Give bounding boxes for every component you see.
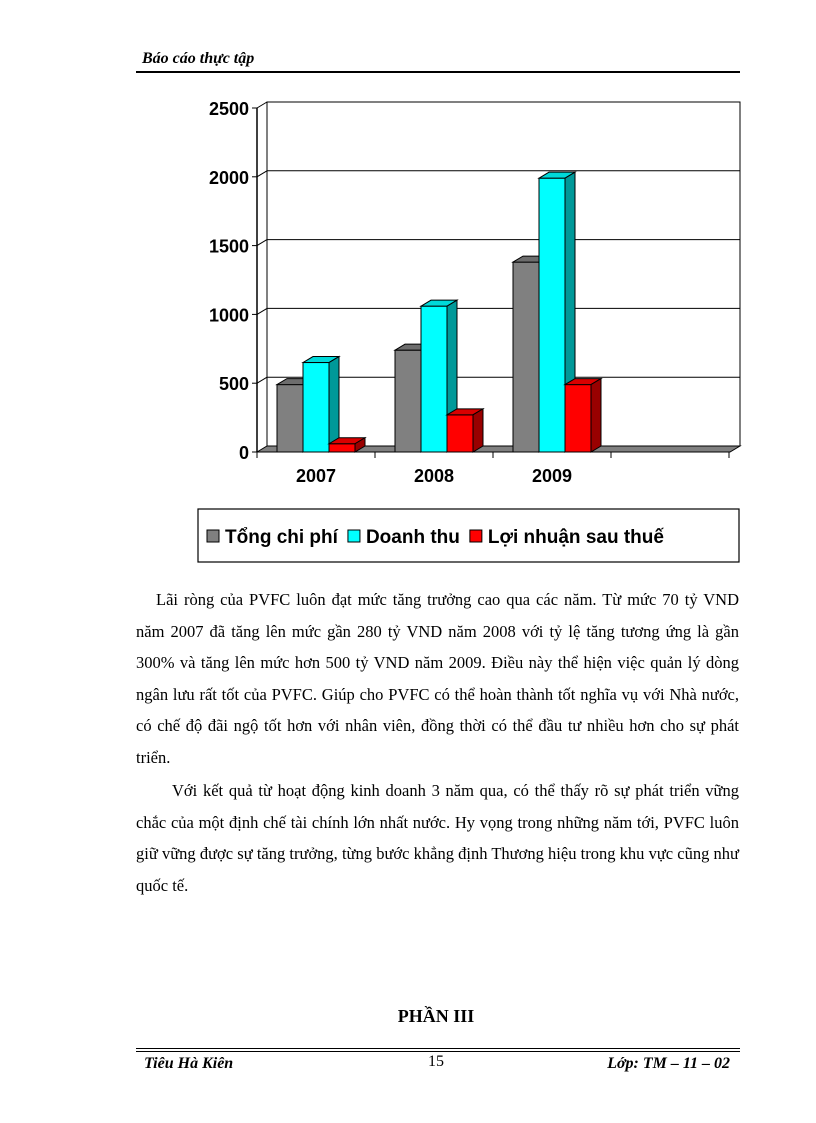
gridline-depth	[257, 102, 267, 108]
gridline-depth	[257, 171, 267, 177]
bar	[329, 444, 355, 452]
section-title: PHẦN III	[397, 1006, 475, 1026]
gridline-depth	[257, 377, 267, 383]
footer-rule	[136, 1048, 740, 1049]
y-tick-label: 1500	[208, 236, 249, 257]
bar	[539, 178, 565, 452]
bar	[303, 363, 329, 452]
y-tick-label: 2500	[208, 99, 249, 119]
bar-side	[473, 409, 483, 452]
legend-swatch	[470, 530, 482, 542]
bar	[513, 262, 539, 452]
y-tick-label: 500	[218, 374, 249, 395]
paragraph-net-profit: Lãi ròng của PVFC luôn đạt mức tăng trưởng cao qua các năm. Từ mức 70 tỷ VND năm 2007 đã tăng lên mức gần 280 tỷ VND năm 2008 với tỷ lệ tăng tương ứng là gần 300% và tăng lên mức hơn 500 tỷ VND năm 2009. Điều này thể hiện việc quản lý dòng ngân lưu rất tốt của PVFC. Giúp cho PVFC có thể hoàn thành tốt nghĩa vụ với Nhà nước, có chế độ đãi ngộ tốt hơn với nhân viên, đồng thời có thể đầu tư nhiều hơn cho sự phát triển.	[136, 590, 739, 767]
x-tick-label: 2007	[295, 466, 337, 486]
legend-label: Tổng chi phí	[225, 527, 338, 548]
x-tick-label: 2009	[531, 466, 573, 486]
legend-label: Doanh thu	[365, 527, 460, 548]
header-title: Báo cáo thực tập	[142, 50, 255, 67]
bar-side	[591, 379, 601, 452]
page-number: 15	[428, 1053, 444, 1070]
gridline-depth	[257, 240, 267, 246]
x-tick-label: 2008	[413, 466, 455, 486]
bar	[565, 385, 591, 452]
bar	[395, 350, 421, 452]
bar	[277, 385, 303, 452]
paragraph-conclusion: Với kết quả từ hoạt động kinh doanh 3 năm qua, có thể thấy rõ sự phát triển vững chắc của một định chế tài chính lớn nhất nước. Hy vọng trong những năm tới, PVFC luôn giữ vững được sự tăng trưởng, từng bước khẳng định Thương hiệu trong khu vực cũng như quốc tế.	[136, 781, 739, 895]
footer-class: Lớp: TM – 11 – 02	[607, 1055, 730, 1072]
footer-rule	[136, 1051, 740, 1052]
legend-swatch	[207, 530, 219, 542]
bar	[447, 415, 473, 452]
footer-author: Tiêu Hà Kiên	[144, 1055, 234, 1072]
legend-label: Lợi nhuận sau thuế	[487, 527, 664, 548]
bar	[421, 306, 447, 452]
legend-swatch	[348, 530, 360, 542]
y-tick-label: 0	[238, 443, 249, 463]
y-tick-label: 1000	[208, 305, 249, 326]
y-tick-label: 2000	[208, 167, 249, 188]
gridline-depth	[257, 308, 267, 314]
bar-side	[329, 357, 339, 452]
